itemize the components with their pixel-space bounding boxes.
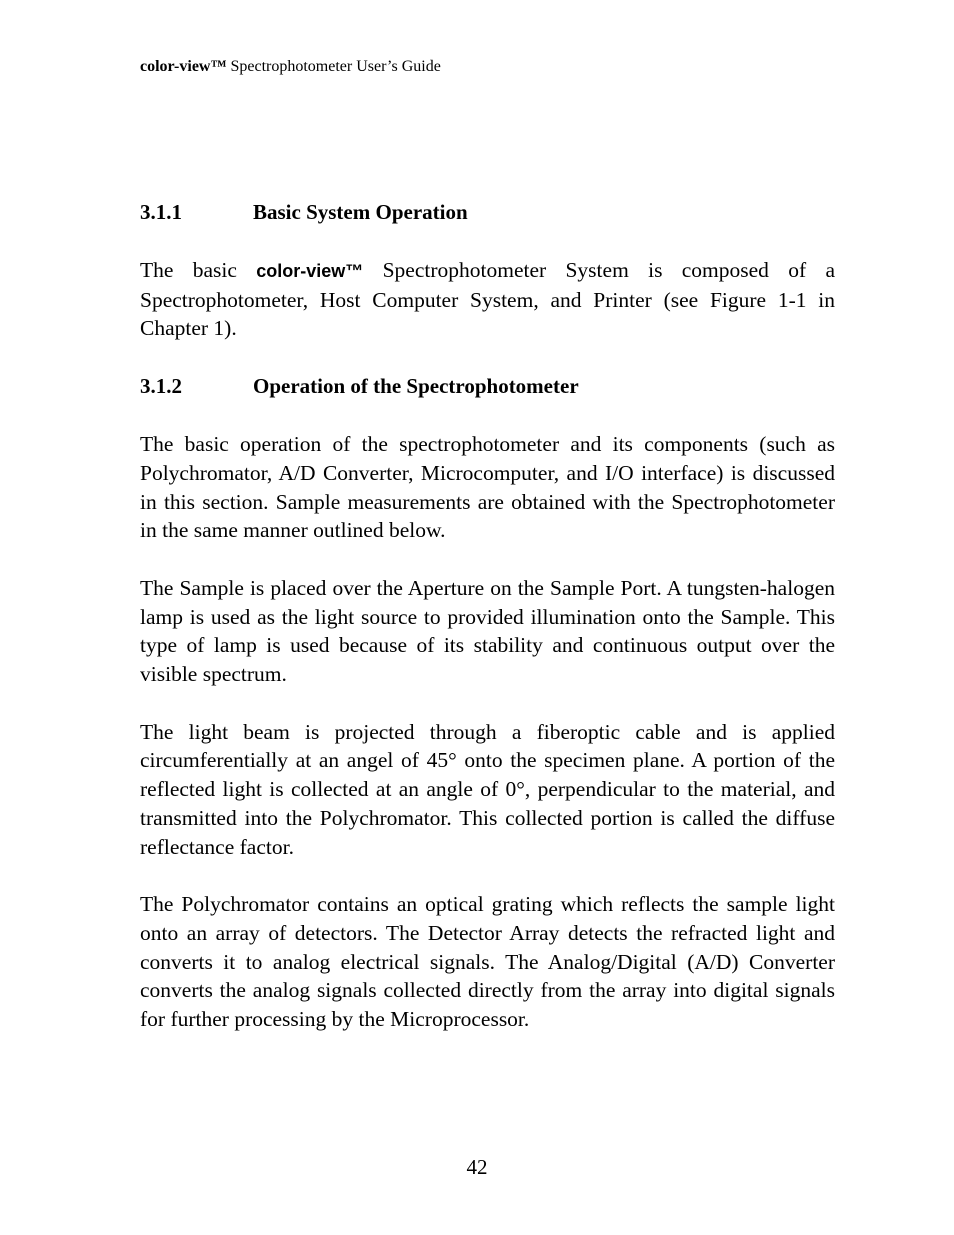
inline-brand: color-view™ (256, 261, 364, 281)
section-title: Basic System Operation (253, 200, 468, 224)
paragraph-operation-overview: The basic operation of the spectrophotometer and its components (such as Polychromator, A/D Converter, Microcomputer, and I/O interface) is discussed in this section. Sample measurements are obtained with the Spectrophotometer in the same manner outlined below. (140, 432, 835, 543)
paragraph-polychromator: The Polychromator contains an optical grating which reflects the sample light onto an array of detectors. The Detector Array detects the refracted light and converts it to analog electrical signals. The Analog/Digital (A/D) Converter converts the analog signals collected directly from the array into digital signals for further processing by the Microprocessor. (140, 892, 835, 1032)
header-title: Spectrophotometer User’s Guide (226, 58, 441, 75)
section-title: Operation of the Spectrophotometer (253, 374, 579, 399)
paragraph-text: Spectrophotometer System is composed of a Spectrophotometer, Host Computer System, and Printer (see Figure 1-1 in Chapter 1). (140, 258, 836, 341)
section-heading-3-1-1 (140, 198, 835, 226)
paragraph-light-beam: The light beam is projected through a fiberoptic cable and is applied circumferentially at an angel of 45° onto the specimen plane. A portion of the reflected light is collected at an angle of 0°, perpendicular to the material, and transmitted into the Polychromator. This collected portion is called the diffuse reflectance factor. (140, 719, 835, 859)
page-number: 42 (466, 1155, 488, 1179)
header-brand: color-view™ (140, 58, 227, 75)
section-heading-3-1-2 (140, 372, 835, 400)
paragraph-basic-system (140, 256, 835, 343)
paragraph-sample-placement: The Sample is placed over the Aperture on the Sample Port. A tungsten-halogen lamp is used as the light source to provided illumination onto the Sample. This type of lamp is used because of its stability and continuous output over the visible spectrum. (140, 575, 835, 687)
paragraph-prefix: The basic (140, 258, 257, 282)
section-number: 3.1.2 (140, 374, 182, 399)
section-number: 3.1.1 (140, 200, 182, 224)
running-header (140, 57, 441, 77)
page-content (140, 198, 835, 1034)
